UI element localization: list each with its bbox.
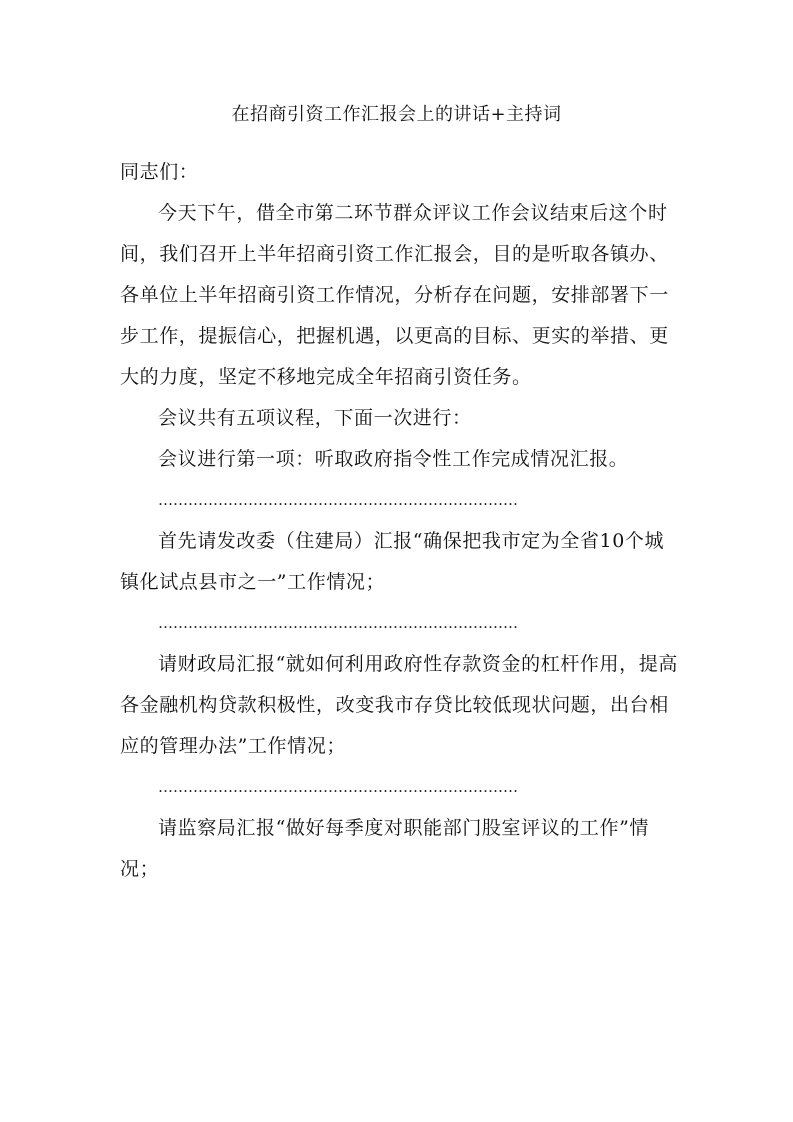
separator-dots: ……………………………………………………………… <box>158 778 518 796</box>
separator-dots: ……………………………………………………………… <box>158 491 518 509</box>
opening-paragraph: 今天下午，借全市第二环节群众评议工作会议结束后这个时间，我们召开上半年招商引资工作汇报会，目的是听取各镇办、各单位上半年招商引资工作情况，分析存在问题，安排部署下一步工作，提振信心，把握机遇，以更高的目标、更实的举措、更大的力度，坚定不移地完成全年招商引资任务。 <box>120 202 669 388</box>
report-paragraph-fgw: 首先请发改委（住建局）汇报“确保把我市定为全省10个城镇化试点县市之一”工作情况； <box>120 530 665 593</box>
agenda-paragraph: 会议共有五项议程，下面一次进行： <box>158 407 472 429</box>
report-paragraph-finance: 请财政局汇报“就如何利用政府性存款资金的杠杆作用，提高各金融机构贷款积极性，改变我市存贷比较低现状问题，出台相应的管理办法”工作情况； <box>120 653 678 757</box>
document-title: 在招商引资工作汇报会上的讲话+主持词 <box>231 104 562 125</box>
separator-dots: ……………………………………………………………… <box>158 614 518 632</box>
first-item-paragraph: 会议进行第一项：听取政府指令性工作完成情况汇报。 <box>158 448 629 470</box>
salutation: 同志们： <box>120 161 199 183</box>
report-paragraph-supervision: 请监察局汇报“做好每季度对职能部门股室评议的工作”情况； <box>120 817 650 880</box>
document-body <box>120 152 680 890</box>
